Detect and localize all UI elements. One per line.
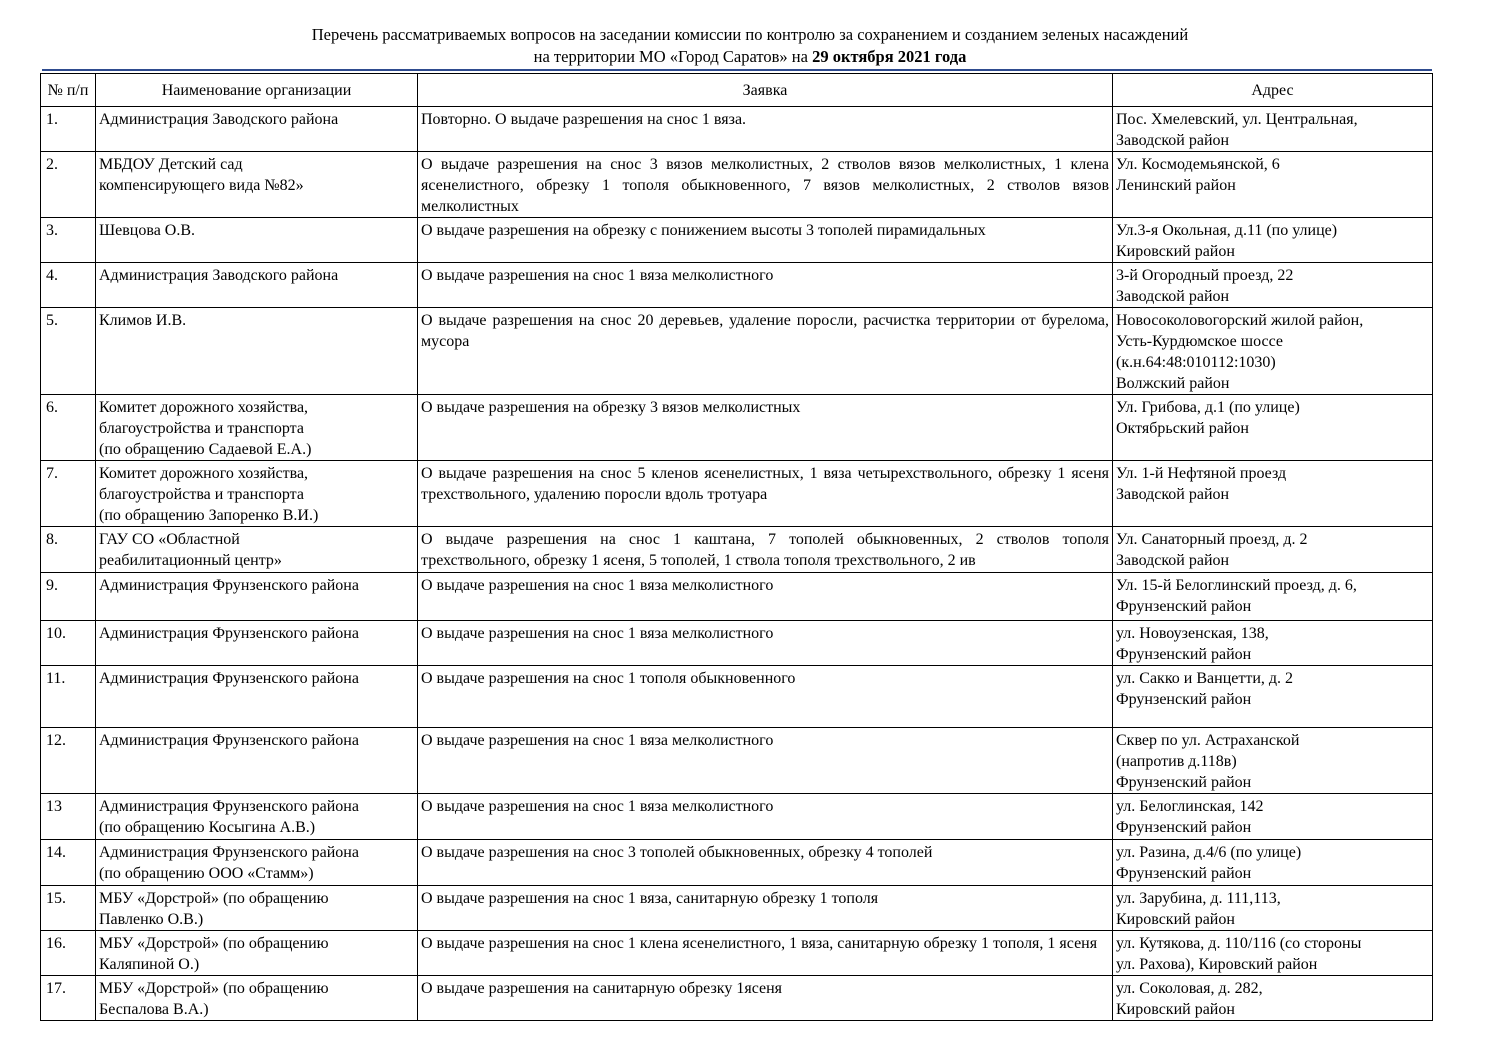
table-row bbox=[41, 621, 1433, 666]
address-line: Кировский район bbox=[1116, 1001, 1235, 1018]
table-row bbox=[41, 218, 1433, 263]
address-line: Фрунзенский район bbox=[1116, 819, 1252, 836]
cell-request: О выдаче разрешения на обрезку с понижением высоты 3 тополей пирамидальных bbox=[418, 218, 1113, 263]
address-line: ул. Новоузенская, 138, bbox=[1116, 625, 1269, 642]
cell-organization bbox=[96, 976, 418, 1021]
organization-line: Администрация Фрунзенского района bbox=[99, 798, 359, 815]
cell-organization bbox=[96, 218, 418, 263]
cell-request: О выдаче разрешения на снос 1 вяза мелколистного bbox=[418, 263, 1113, 308]
cell-num: 3. bbox=[41, 218, 96, 263]
cell-num: 1. bbox=[41, 107, 96, 152]
table-row bbox=[41, 794, 1433, 840]
address-line: Фрунзенский район bbox=[1116, 598, 1252, 615]
cell-organization bbox=[96, 794, 418, 840]
cell-num: 7. bbox=[41, 461, 96, 527]
cell-organization bbox=[96, 308, 418, 395]
organization-line: Администрация Фрунзенского района bbox=[99, 844, 359, 861]
address-line: Пос. Хмелевский, ул. Центральная, bbox=[1116, 111, 1358, 128]
cell-address bbox=[1113, 218, 1433, 263]
address-line: Кировский район bbox=[1116, 243, 1235, 260]
header-num: № п/п bbox=[41, 74, 96, 107]
address-line: ул. Сакко и Ванцетти, д. 2 bbox=[1116, 670, 1294, 687]
cell-request: О выдаче разрешения на снос 3 вязов мелколистных, 2 стволов вязов мелколистных, 1 клена ясенелистного, обрезку 1 тополя обыкновенного, 7 вязов мелколистных, 2 стволов вязов мелколистных bbox=[418, 152, 1113, 218]
cell-request: О выдаче разрешения на снос 1 тополя обыкновенного bbox=[418, 666, 1113, 728]
cell-address bbox=[1113, 107, 1433, 152]
address-line: ул. Белоглинская, 142 bbox=[1116, 798, 1264, 815]
organization-line: Шевцова О.В. bbox=[99, 222, 196, 239]
cell-num: 10. bbox=[41, 621, 96, 666]
organization-line: реабилитационный центр» bbox=[99, 552, 282, 569]
cell-num: 5. bbox=[41, 308, 96, 395]
address-line: Новосоколовогорский жилой район, bbox=[1116, 312, 1364, 329]
organization-line: благоустройства и транспорта bbox=[99, 486, 304, 503]
address-line: Ул. 1-й Нефтяной проезд bbox=[1116, 465, 1287, 482]
organization-line: Комитет дорожного хозяйства, bbox=[99, 465, 309, 482]
cell-organization bbox=[96, 666, 418, 728]
cell-organization bbox=[96, 573, 418, 621]
cell-address bbox=[1113, 527, 1433, 573]
title-line-2 bbox=[0, 46, 1500, 68]
cell-request: О выдаче разрешения на обрезку 3 вязов мелколистных bbox=[418, 395, 1113, 461]
cell-request: О выдаче разрешения на снос 3 тополей обыкновенных, обрезку 4 тополей bbox=[418, 840, 1113, 886]
cell-address bbox=[1113, 573, 1433, 621]
cell-organization bbox=[96, 931, 418, 976]
address-line: Заводской район bbox=[1116, 486, 1230, 503]
table-row bbox=[41, 573, 1433, 621]
cell-organization bbox=[96, 152, 418, 218]
organization-line: Администрация Фрунзенского района bbox=[99, 625, 359, 642]
cell-num: 8. bbox=[41, 527, 96, 573]
address-line: Ул. Санаторный проезд, д. 2 bbox=[1116, 531, 1308, 548]
cell-address bbox=[1113, 840, 1433, 886]
table-row bbox=[41, 263, 1433, 308]
address-line: 3-й Огородный проезд, 22 bbox=[1116, 267, 1294, 284]
table-row bbox=[41, 728, 1433, 794]
address-line: Сквер по ул. Астраханской bbox=[1116, 732, 1300, 749]
cell-organization bbox=[96, 621, 418, 666]
address-line: Заводской район bbox=[1116, 132, 1230, 149]
table-row bbox=[41, 886, 1433, 931]
table-row bbox=[41, 840, 1433, 886]
address-line: Ул. 15-й Белоглинский проезд, д. 6, bbox=[1116, 577, 1357, 594]
table-row bbox=[41, 308, 1433, 395]
header-request: Заявка bbox=[418, 74, 1113, 107]
address-line: ул. Кутякова, д. 110/116 (со стороны bbox=[1116, 935, 1362, 952]
cell-request: Повторно. О выдаче разрешения на снос 1 вяза. bbox=[418, 107, 1113, 152]
organization-line: благоустройства и транспорта bbox=[99, 420, 304, 437]
header-rule bbox=[42, 69, 1432, 71]
organization-line: ГАУ СО «Областной bbox=[99, 531, 240, 548]
meeting-date: 29 октября 2021 года bbox=[812, 47, 967, 66]
address-line: Ленинский район bbox=[1116, 177, 1236, 194]
address-line: Ул. Космодемьянской, 6 bbox=[1116, 156, 1280, 173]
address-line: Ул.3-я Окольная, д.11 (по улице) bbox=[1116, 222, 1338, 239]
address-line: ул. Рахова), Кировский район bbox=[1116, 956, 1318, 973]
address-line: Ул. Грибова, д.1 (по улице) bbox=[1116, 399, 1300, 416]
address-line: Фрунзенский район bbox=[1116, 691, 1252, 708]
cell-organization bbox=[96, 395, 418, 461]
cell-num: 11. bbox=[41, 666, 96, 728]
organization-line: Павленко О.В.) bbox=[99, 911, 204, 928]
table-row bbox=[41, 976, 1433, 1021]
organization-line: МБУ «Дорстрой» (по обращению bbox=[99, 935, 329, 952]
cell-organization bbox=[96, 840, 418, 886]
cell-request: О выдаче разрешения на снос 1 вяза, санитарную обрезку 1 тополя bbox=[418, 886, 1113, 931]
cell-address bbox=[1113, 461, 1433, 527]
organization-line: компенсирующего вида №82» bbox=[99, 177, 304, 194]
cell-num: 13 bbox=[41, 794, 96, 840]
organization-line: Администрация Фрунзенского района bbox=[99, 732, 359, 749]
address-line: Октябрьский район bbox=[1116, 420, 1249, 437]
cell-address bbox=[1113, 728, 1433, 794]
organization-line: Каляпиной О.) bbox=[99, 956, 200, 973]
address-line: (напротив д.118в) bbox=[1116, 753, 1237, 770]
organization-line: (по обращению ООО «Стамм») bbox=[99, 865, 314, 882]
cell-organization bbox=[96, 107, 418, 152]
document-title bbox=[0, 24, 1500, 68]
cell-organization bbox=[96, 886, 418, 931]
organization-line: Администрация Фрунзенского района bbox=[99, 577, 359, 594]
cell-address bbox=[1113, 666, 1433, 728]
cell-num: 17. bbox=[41, 976, 96, 1021]
address-line: ул. Разина, д.4/6 (по улице) bbox=[1116, 844, 1302, 861]
cell-address bbox=[1113, 308, 1433, 395]
cell-num: 14. bbox=[41, 840, 96, 886]
table-header-row bbox=[41, 74, 1433, 107]
header-org: Наименование организации bbox=[96, 74, 418, 107]
organization-line: Администрация Фрунзенского района bbox=[99, 670, 359, 687]
cell-address bbox=[1113, 621, 1433, 666]
title-line-1: Перечень рассматриваемых вопросов на заседании комиссии по контролю за сохранением и созданием зеленых насаждений bbox=[311, 25, 1189, 44]
cell-request: О выдаче разрешения на снос 1 клена ясенелистного, 1 вяза, санитарную обрезку 1 тополя, 1 ясеня bbox=[418, 931, 1113, 976]
cell-num: 2. bbox=[41, 152, 96, 218]
cell-organization bbox=[96, 461, 418, 527]
cell-num: 4. bbox=[41, 263, 96, 308]
table-row bbox=[41, 461, 1433, 527]
cell-request: О выдаче разрешения на снос 1 вяза мелколистного bbox=[418, 794, 1113, 840]
cell-address bbox=[1113, 976, 1433, 1021]
address-line: Фрунзенский район bbox=[1116, 865, 1252, 882]
cell-organization bbox=[96, 728, 418, 794]
organization-line: МБУ «Дорстрой» (по обращению bbox=[99, 980, 329, 997]
address-line: Волжский район bbox=[1116, 375, 1230, 392]
address-line: Усть-Курдюмское шоссе bbox=[1116, 333, 1283, 350]
cell-address bbox=[1113, 395, 1433, 461]
cell-address bbox=[1113, 794, 1433, 840]
header-address: Адрес bbox=[1113, 74, 1433, 107]
address-line: Заводской район bbox=[1116, 552, 1230, 569]
address-line: Кировский район bbox=[1116, 911, 1235, 928]
address-line: ул. Соколовая, д. 282, bbox=[1116, 980, 1263, 997]
table-row bbox=[41, 666, 1433, 728]
cell-address bbox=[1113, 263, 1433, 308]
cell-request: О выдаче разрешения на санитарную обрезку 1ясеня bbox=[418, 976, 1113, 1021]
cell-num: 6. bbox=[41, 395, 96, 461]
table-row bbox=[41, 107, 1433, 152]
cell-num: 9. bbox=[41, 573, 96, 621]
agenda-table bbox=[40, 73, 1433, 1021]
cell-request: О выдаче разрешения на снос 1 вяза мелколистного bbox=[418, 573, 1113, 621]
organization-line: (по обращению Косыгина А.В.) bbox=[99, 819, 316, 836]
cell-request: О выдаче разрешения на снос 1 каштана, 7 тополей обыкновенных, 2 стволов тополя трехствольного, обрезку 1 ясеня, 5 тополей, 1 ствола тополя трехствольного, 2 ив bbox=[418, 527, 1113, 573]
address-line: (к.н.64:48:010112:1030) bbox=[1116, 354, 1276, 371]
table-row bbox=[41, 152, 1433, 218]
organization-line: Комитет дорожного хозяйства, bbox=[99, 399, 309, 416]
cell-request: О выдаче разрешения на снос 20 деревьев, удаление поросли, расчистка территории от бурелома, мусора bbox=[418, 308, 1113, 395]
cell-organization bbox=[96, 263, 418, 308]
cell-request: О выдаче разрешения на снос 1 вяза мелколистного bbox=[418, 728, 1113, 794]
address-line: Фрунзенский район bbox=[1116, 774, 1252, 791]
cell-request: О выдаче разрешения на снос 1 вяза мелколистного bbox=[418, 621, 1113, 666]
cell-address bbox=[1113, 931, 1433, 976]
table-row bbox=[41, 527, 1433, 573]
organization-line: Беспалова В.А.) bbox=[99, 1001, 209, 1018]
table-row bbox=[41, 395, 1433, 461]
organization-line: Климов И.В. bbox=[99, 312, 187, 329]
organization-line: Администрация Заводского района bbox=[99, 111, 339, 128]
cell-num: 16. bbox=[41, 931, 96, 976]
cell-address bbox=[1113, 886, 1433, 931]
organization-line: МБУ «Дорстрой» (по обращению bbox=[99, 890, 329, 907]
organization-line: Администрация Заводского района bbox=[99, 267, 339, 284]
organization-line: (по обращению Садаевой Е.А.) bbox=[99, 441, 312, 458]
cell-num: 15. bbox=[41, 886, 96, 931]
organization-line: МБДОУ Детский сад bbox=[99, 156, 243, 173]
cell-request: О выдаче разрешения на снос 5 кленов ясенелистных, 1 вяза четырехствольного, обрезку 1 ясеня трехствольного, удалению поросли вдоль тротуара bbox=[418, 461, 1113, 527]
address-line: ул. Зарубина, д. 111,113, bbox=[1116, 890, 1281, 907]
organization-line: (по обращению Запоренко В.И.) bbox=[99, 507, 319, 524]
cell-num: 12. bbox=[41, 728, 96, 794]
table-row bbox=[41, 931, 1433, 976]
table-body bbox=[41, 107, 1433, 1021]
cell-address bbox=[1113, 152, 1433, 218]
address-line: Фрунзенский район bbox=[1116, 646, 1252, 663]
address-line: Заводской район bbox=[1116, 288, 1230, 305]
title-line-2-prefix: на территории МО «Город Саратов» на bbox=[533, 47, 813, 66]
cell-organization bbox=[96, 527, 418, 573]
